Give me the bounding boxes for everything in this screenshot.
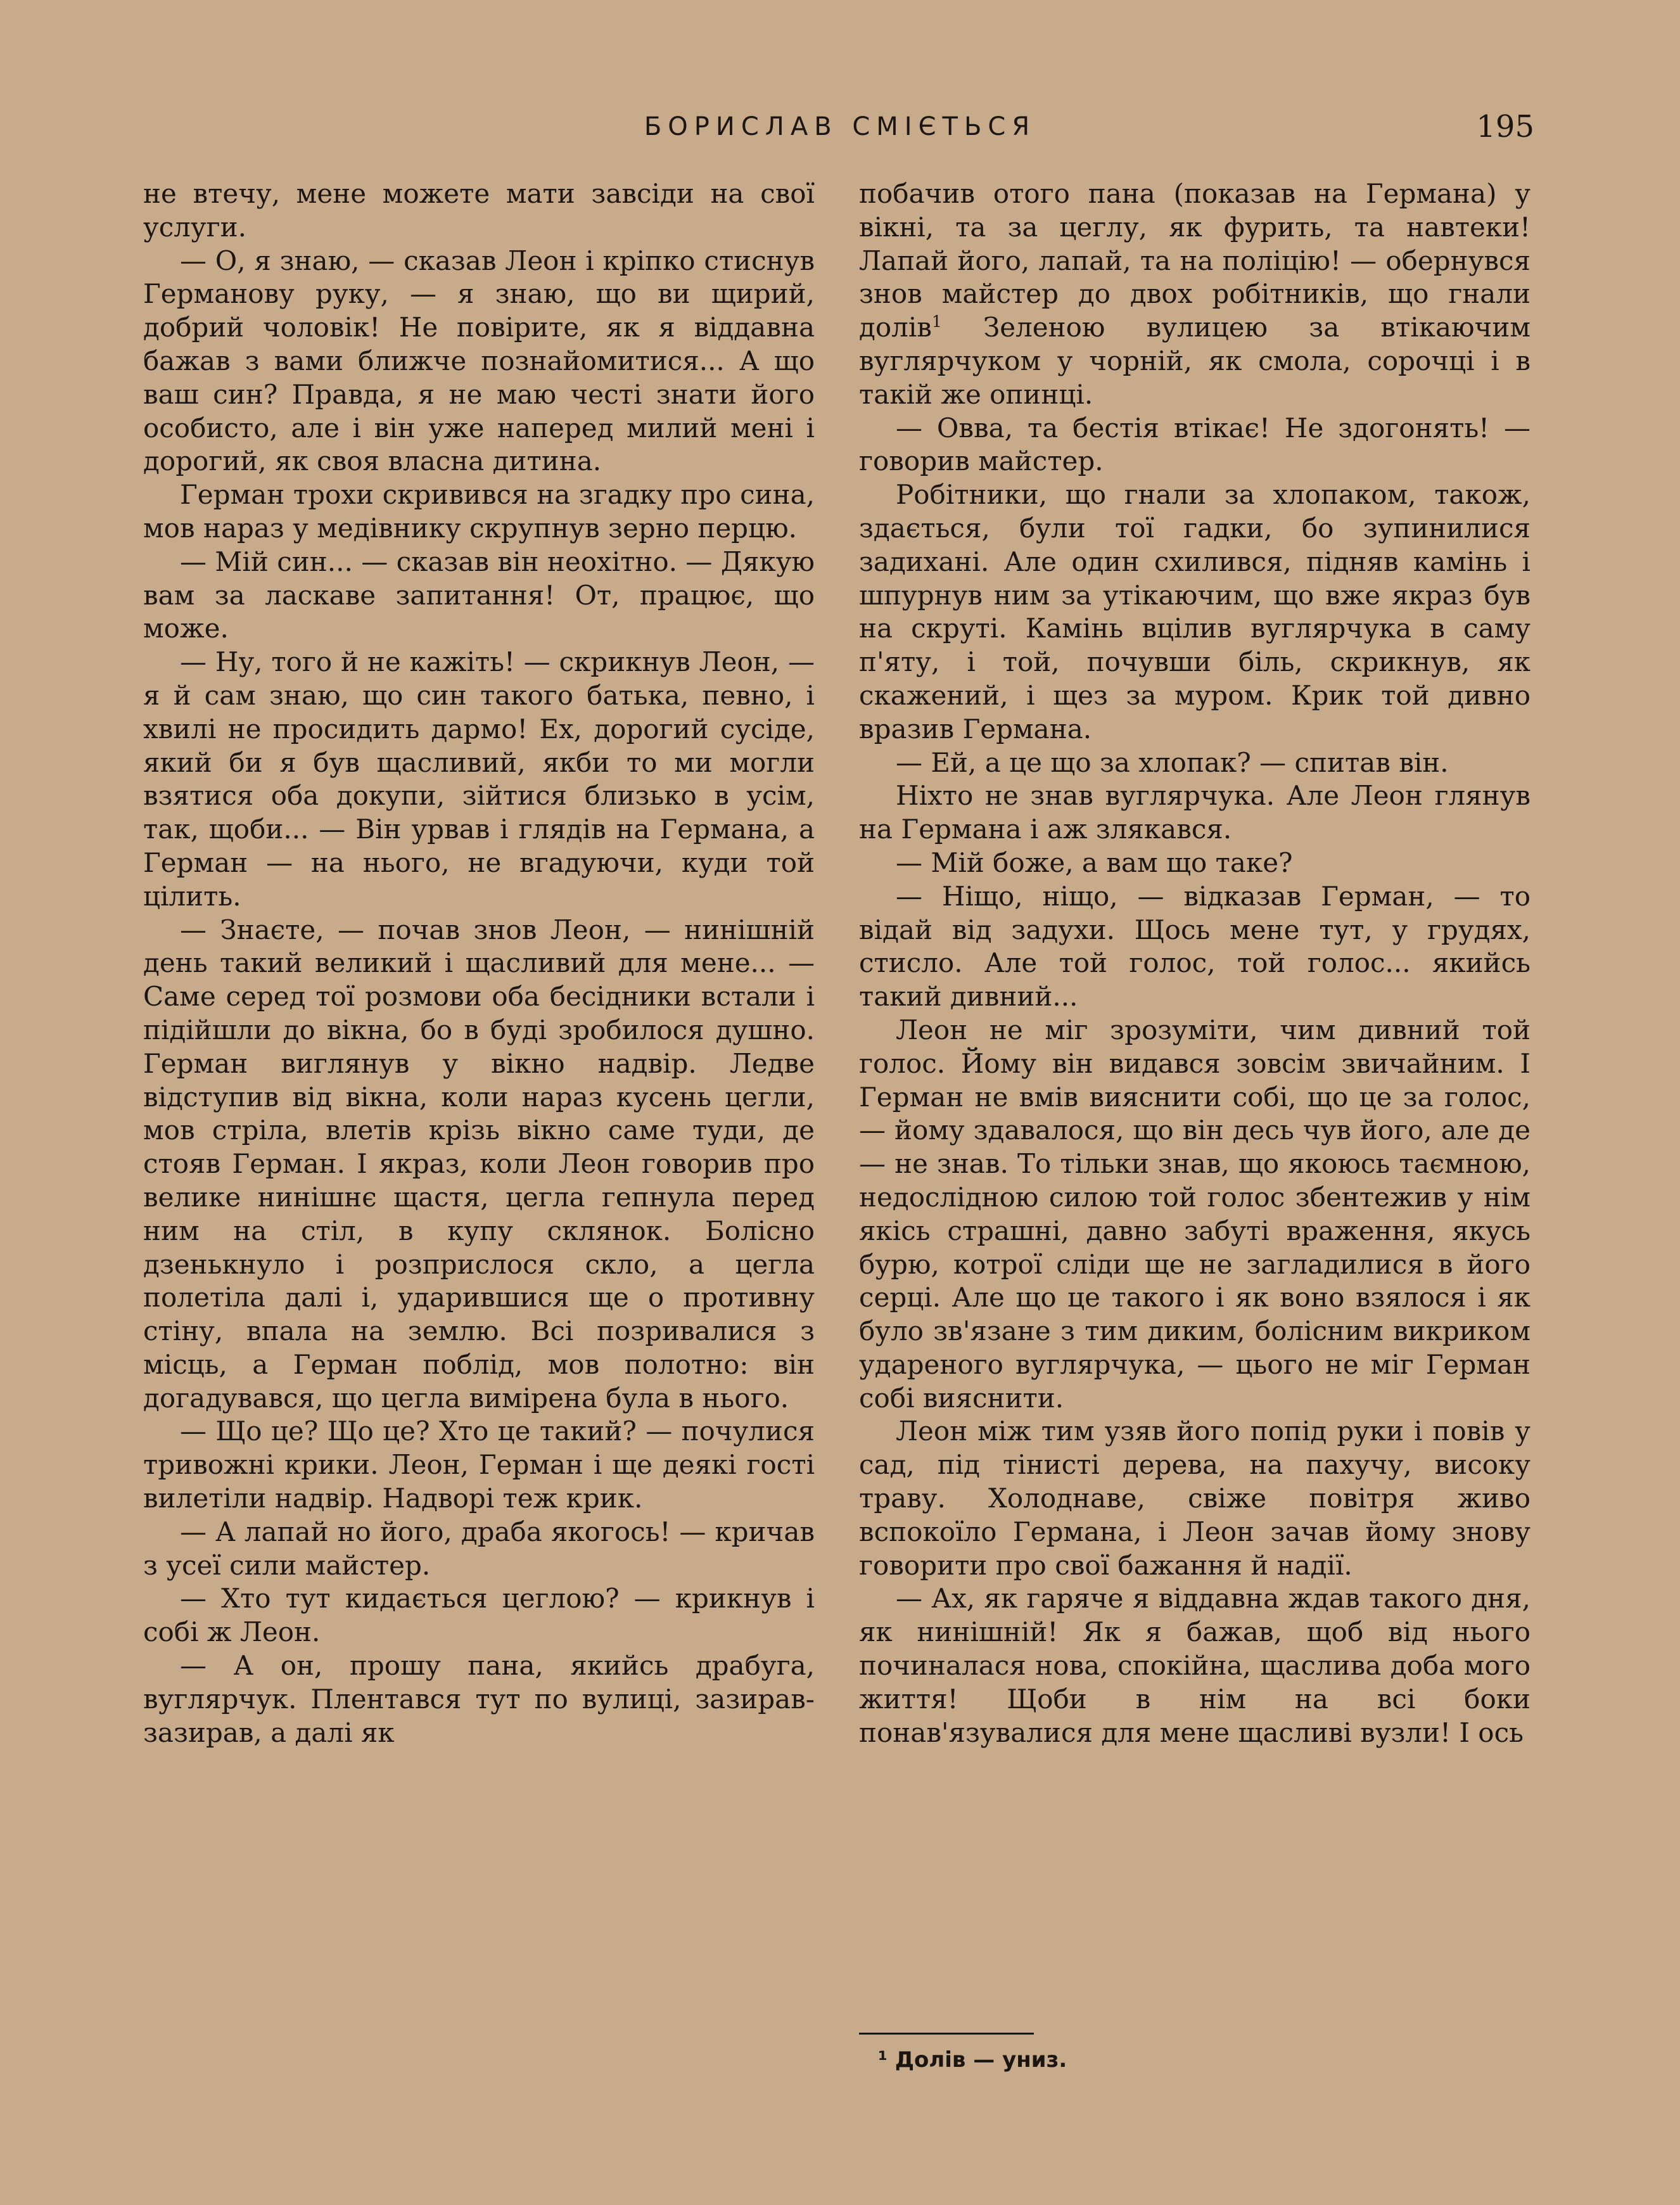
footnote: ¹ Долів — униз. [878,2047,1067,2073]
left-column [143,177,815,2059]
paragraph: не втечу, мене можете мати завсіди на свої услуги. [143,178,815,243]
page-number: 195 [1476,109,1534,144]
page-header [146,109,1534,147]
paragraph: — О, я знаю, — сказав Леон і кріпко стиснув Германову руку, — я знаю, що ви щирий, добрий чоловік! Не повірите, як я віддавна бажав з вами ближче познайомитися... А що ваш син? Правда, я не маю честі знати його особисто, але і він уже наперед милий мені і дорогий, як своя власна дитина. [143,245,815,477]
paragraph: — Ніщо, ніщо, — відказав Герман, — то відай від задухи. Щось мене тут, у грудях, стисло. Але той голос, той голос... якийсь такий дивний... [859,880,1530,1013]
paragraph: Робітники, що гнали за хлопаком, також, здається, були тої гадки, бо зупинилися задихані. Але один схилився, підняв камінь і шпурнув ним за утікаючим, що вже якраз був на скруті. Камінь вцілив вуглярчука в саму п'яту, і той, почувши біль, скрикнув, як скажений, і щез за муром. Крик той дивно вразив Германа. [859,479,1530,745]
paragraph: — Ну, того й не кажіть! — скрикнув Леон, — я й сам знаю, що син такого батька, певно, і хвилі не просидить дармо! Ех, дорогий сусіде, який би я був щасливий, якби то ми могли взятися оба докупи, зійтися близько в усім, так, щоби... — Він урвав і глядів на Германа, а Герман — на нього, не вгадуючи, куди той цілить. [143,646,815,912]
running-title: БОРИСЛАВ СМІЄТЬСЯ [644,112,1036,141]
paragraph: — Овва, та бестія втікає! Не здогонять! — говорив майстер. [859,412,1530,477]
paragraph: — Знаєте, — почав знов Леон, — нинішній день такий великий і щасливий для мене... — Саме серед тої розмови оба бесідники встали і підійшли до вікна, бо в буді зробилося душно. Герман виглянув у вікно надвір. Ледве відступив від вікна, коли нараз кусень цегли, мов стріла, влетів крізь вікно саме туди, де стояв Герман. І якраз, коли Леон говорив про велике нинішнє щастя, цегла гепнула перед ним на стіл, в купу склянок. Болісно дзенькнуло і розприслося скло, а цегла полетіла далі і, ударившися ще о противну стіну, впала на землю. Всі позривалися з місць, а Герман поблід, мов полотно: він догадувався, що цегла вимірена була в нього. [143,914,815,1414]
paragraph: Леон не міг зрозуміти, чим дивний той голос. Йому він видався зовсім звичайним. І Герман не вмів вияснити собі, що це за голос, — йому здавалося, що він десь чув його, але де — не знав. То тільки знав, що якоюсь таємною, недослідною силою той голос збентежив у нім якісь страшні, давно забуті враження, якусь бурю, котрої сліди ще не загладилися в його серці. Але що це такого і як воно взялося і як було зв'язане з тим диким, болісним викриком удареного вуглярчука, — цього не міг Герман собі вияснити. [859,1014,1530,1414]
paragraph: — Що це? Що це? Хто це такий? — почулися тривожні крики. Леон, Герман і ще деякі гості вилетіли надвір. Надворі теж крик. [143,1416,815,1514]
paragraph: — Ах, як гаряче я віддавна ждав такого дня, як нинішній! Як я бажав, щоб від нього починалася нова, спокійна, щаслива доба мого життя! Щоби в нім на всі боки понав'язувалися для мене щасливі вузли! І ось [859,1583,1530,1748]
paragraph: — Ей, а це що за хлопак? — спитав він. [896,746,1449,778]
paragraph: — Мій боже, а вам що таке? [896,847,1293,878]
paragraph-text: Зеленою вулицею за втікаючим вуглярчуком у чорній, як смола, сорочці і в такій же опинці. [859,312,1530,410]
footnote-area [859,2033,1530,2074]
footnote-marker: 1 [931,312,942,331]
right-column [859,177,1530,2059]
paragraph [859,177,1530,412]
paragraph: — Хто тут кидається цеглою? — крикнув і собі ж Леон. [143,1583,815,1648]
footnote-divider [859,2033,1034,2035]
paragraph-text: побачив отого пана (показав на Германа) у вікні, та за цеглу, як фурить, та навтеки! Лапай його, лапай, та на поліцію! — обернувся знов майстер до двох робітників, що гнали долів [859,178,1530,343]
paragraph: — Мій син... — сказав він неохітно. — Дякую вам за ласкаве запитання! От, працює, що може. [143,546,815,644]
paragraph: Ніхто не знав вуглярчука. Але Леон глянув на Германа і аж злякався. [859,780,1530,845]
paragraph: — А лапай но його, драба якогось! — кричав з усеї сили майстер. [143,1516,815,1581]
paragraph: Леон між тим узяв його попід руки і повів у сад, під тінисті дерева, на пахучу, високу траву. Холоднаве, свіже повітря живо вспокоїло Германа, і Леон зачав йому знову говорити про свої бажання й надії. [859,1416,1530,1581]
paragraph: — А он, прошу пана, якийсь драбуга, вуглярчук. Плентався тут по вулиці, зазирав-зазирав, а далі як [143,1650,815,1748]
paragraph: Герман трохи скривився на згадку про сина, мов нараз у медівнику скрупнув зерно перцю. [143,479,815,544]
